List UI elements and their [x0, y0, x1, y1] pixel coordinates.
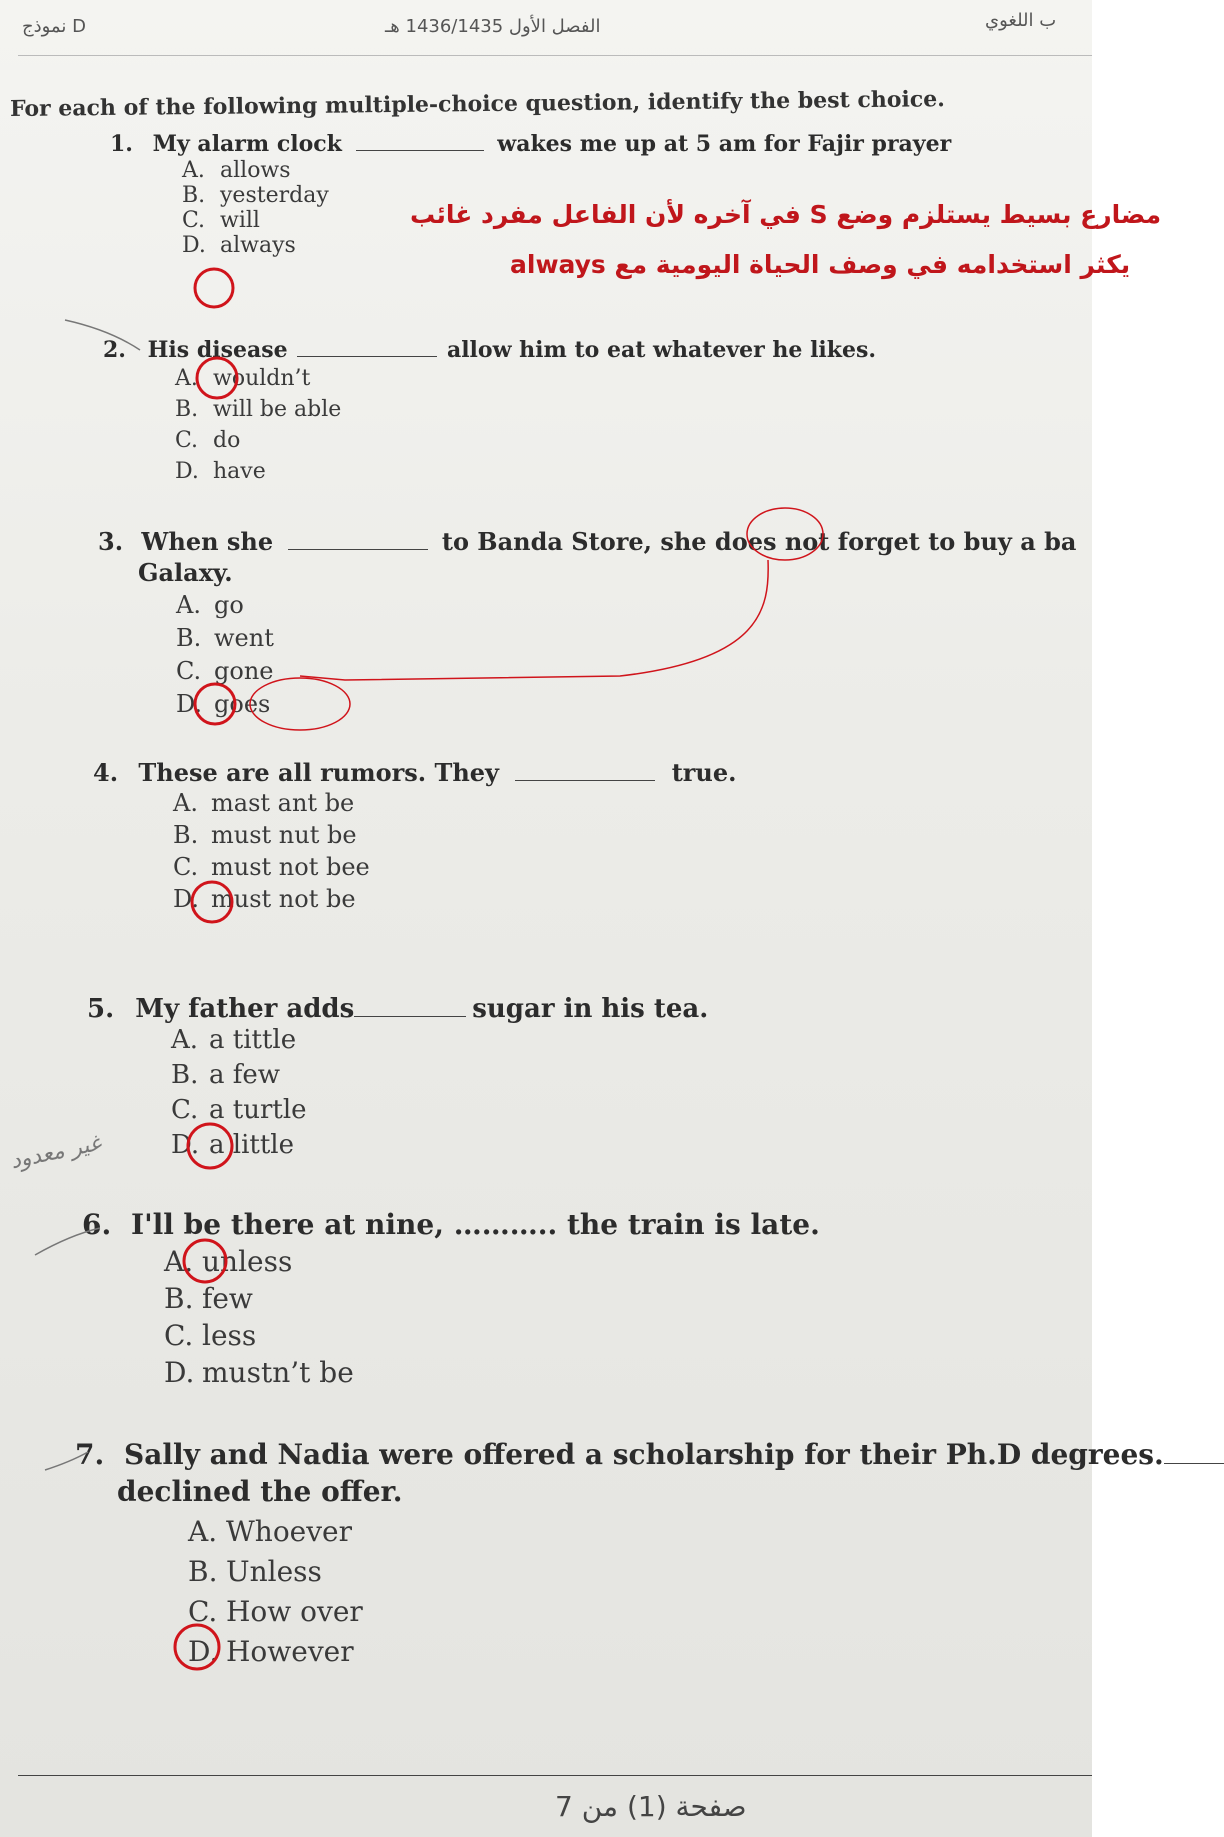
option-c: C. How over [188, 1595, 363, 1628]
option-d: D. However [188, 1635, 354, 1668]
highlight-goes [250, 678, 350, 730]
question-stem-line2: Galaxy. [138, 558, 233, 587]
question-stem: 3. When she to Banda Store, she does not forget to buy a ba [98, 527, 1077, 556]
answer-circle-q2 [197, 358, 237, 398]
option-d: D. mustn’t be [164, 1356, 354, 1389]
question-number: 6. [82, 1208, 112, 1241]
option-b: B. Unless [188, 1555, 322, 1588]
option-b: B. yesterday [182, 183, 329, 208]
question-number: 5. [87, 994, 115, 1024]
option-b: B. few [164, 1282, 253, 1315]
option-b: B. went [176, 624, 274, 652]
connector-line [300, 560, 768, 680]
pencil-stroke-q7 [45, 1452, 88, 1470]
question-number: 1. [110, 131, 133, 157]
question-number: 7. [75, 1438, 105, 1471]
instructions: For each of the following multiple-choice question, identify the best choice. [9, 86, 945, 122]
option-a: A. wouldn’t [175, 366, 311, 391]
highlight-does [747, 508, 823, 560]
option-d: D. goes [176, 690, 271, 718]
handwritten-note-q5: غير معدود [8, 1130, 104, 1175]
form-label: نموذج D [22, 16, 86, 37]
option-d: D. a little [171, 1130, 294, 1160]
answer-circle-q3 [195, 684, 235, 724]
question-number: 4. [93, 758, 119, 787]
option-a: A. go [176, 591, 244, 619]
answer-circle-q1 [195, 269, 233, 307]
question-stem: 1. My alarm clock wakes me up at 5 am for Fajir prayer [110, 128, 951, 157]
question-stem: 2. His disease allow him to eat whatever he likes. [103, 334, 876, 363]
option-c: C. gone [176, 657, 274, 685]
option-a: A. allows [182, 158, 291, 183]
pencil-stroke-q2 [65, 320, 140, 350]
question-stem: 6. I'll be there at nine, ……….. the train is late. [82, 1208, 820, 1241]
teacher-note-line1: مضارع بسيط يستلزم وضع S في آخره لأن الفاعل مفرد غائب [410, 200, 1162, 229]
answer-circle-q6 [184, 1240, 226, 1282]
course-label: ب اللغوي [985, 10, 1057, 31]
option-b: B. a few [171, 1060, 281, 1090]
answer-circle-q5 [188, 1124, 232, 1168]
answer-blank [1164, 1435, 1224, 1464]
question-stem: 5. My father adds sugar in his tea. [87, 990, 708, 1024]
answer-circle-q7 [175, 1625, 219, 1669]
question-stem-line2: declined the offer. [117, 1475, 403, 1508]
option-c: C. do [175, 428, 241, 453]
option-a: A. mast ant be [173, 789, 355, 817]
option-c: C. less [164, 1319, 257, 1352]
option-c: C. must not bee [173, 853, 370, 881]
option-a: A. Whoever [188, 1515, 353, 1548]
option-d: D. always [182, 233, 296, 258]
question-stem: 4. These are all rumors. They true. [93, 758, 737, 787]
option-a: A. a tittle [171, 1025, 297, 1055]
question-number: 3. [98, 527, 124, 556]
option-c: C. will [182, 208, 260, 233]
option-c: C. a turtle [171, 1095, 307, 1125]
term-label: الفصل الأول 1436/1435 هـ [385, 16, 601, 37]
pencil-stroke-q6 [35, 1228, 100, 1255]
option-b: B. must nut be [173, 821, 357, 849]
option-d: D. have [175, 459, 266, 484]
question-number: 2. [103, 337, 126, 363]
option-b: B. will be able [175, 397, 342, 422]
page-number: صفحة (1) من 7 [555, 1790, 747, 1823]
teacher-note-line2: يكثر استخدامه في وصف الحياة اليومية مع always [510, 250, 1131, 279]
question-stem: 7. Sally and Nadia were offered a scholarship for their Ph.D degrees. [75, 1435, 1224, 1471]
option-a: A. unless [164, 1245, 293, 1278]
option-d: D. must not be [173, 885, 356, 913]
answer-circle-q4 [192, 882, 232, 922]
